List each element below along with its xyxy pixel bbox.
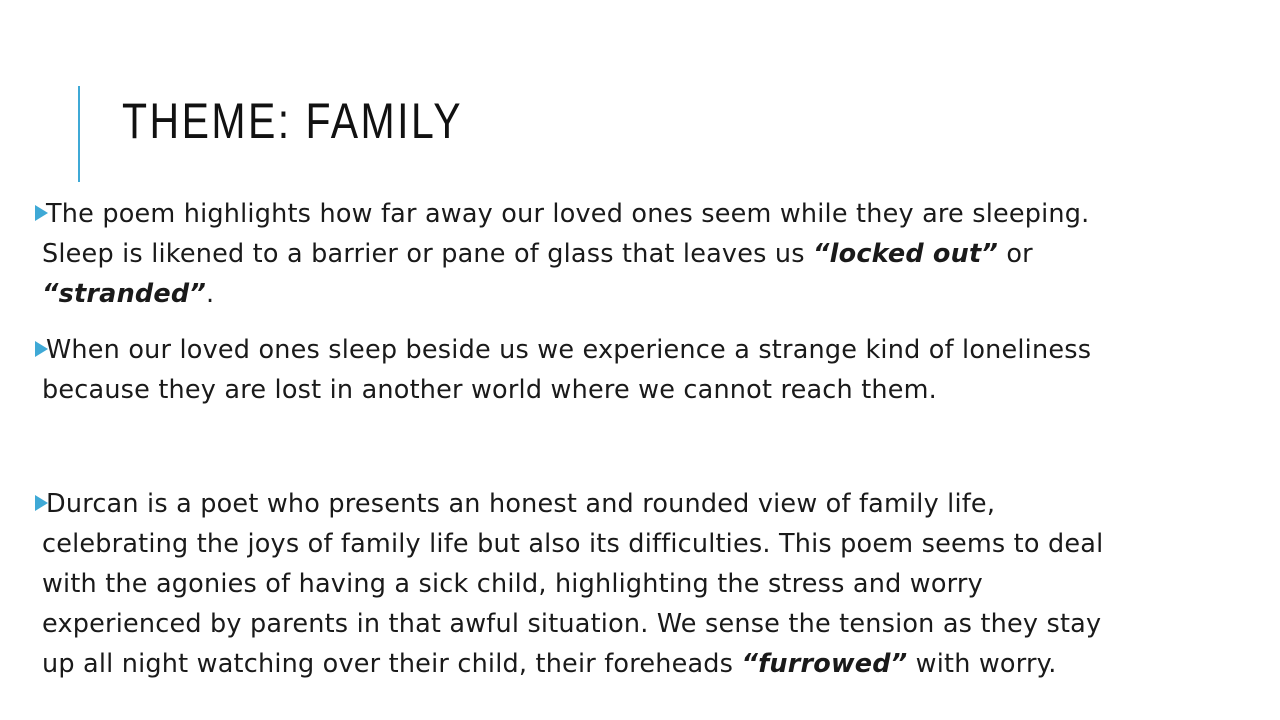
- bullet-text: because they are lost in another world where we cannot reach them.: [42, 375, 937, 405]
- bullet-line: [40, 644, 1248, 684]
- quoted-phrase: “stranded”: [42, 279, 206, 309]
- bullet-text: Durcan is a poet who presents an honest and rounded view of family life,: [46, 489, 996, 519]
- bullet-line: [40, 604, 1248, 644]
- bullet-text: experienced by parents in that awful situation. We sense the tension as they stay: [42, 609, 1102, 639]
- bullet-list: [40, 194, 1248, 684]
- bullet-text: or: [998, 239, 1033, 269]
- bullet-item: [40, 330, 1248, 410]
- bullet-line: [40, 564, 1248, 604]
- bullet-line: [40, 234, 1248, 274]
- arrow-right-icon: [35, 205, 48, 221]
- bullet-line: [40, 194, 1248, 234]
- bullet-line: [40, 274, 1248, 314]
- bullet-text: .: [205, 279, 215, 309]
- bullet-text: with worry.: [907, 649, 1057, 679]
- arrow-right-icon: [35, 495, 48, 511]
- bullet-line: [40, 524, 1248, 564]
- bullet-text: When our loved ones sleep beside us we experience a strange kind of loneliness: [46, 335, 1092, 365]
- arrow-right-icon: [35, 341, 48, 357]
- bullet-text: celebrating the joys of family life but also its difficulties. This poem seems to deal: [42, 529, 1104, 559]
- quoted-phrase: “furrowed”: [741, 649, 908, 679]
- bullet-text: Sleep is likened to a barrier or pane of glass that leaves us: [42, 239, 814, 269]
- title-accent-rule: [78, 86, 80, 182]
- bullet-text: The poem highlights how far away our loved ones seem while they are sleeping.: [46, 199, 1090, 229]
- slide-title: THEME: FAMILY: [122, 93, 464, 149]
- quoted-phrase: “locked out”: [813, 239, 999, 269]
- bullet-text: with the agonies of having a sick child, highlighting the stress and worry: [42, 569, 983, 599]
- bullet-line: [40, 370, 1248, 410]
- bullet-line: [40, 330, 1248, 370]
- bullet-text: up all night watching over their child, their foreheads: [42, 649, 742, 679]
- bullet-line: [40, 484, 1248, 524]
- bullet-item: [40, 484, 1248, 684]
- bullet-item: [40, 194, 1248, 314]
